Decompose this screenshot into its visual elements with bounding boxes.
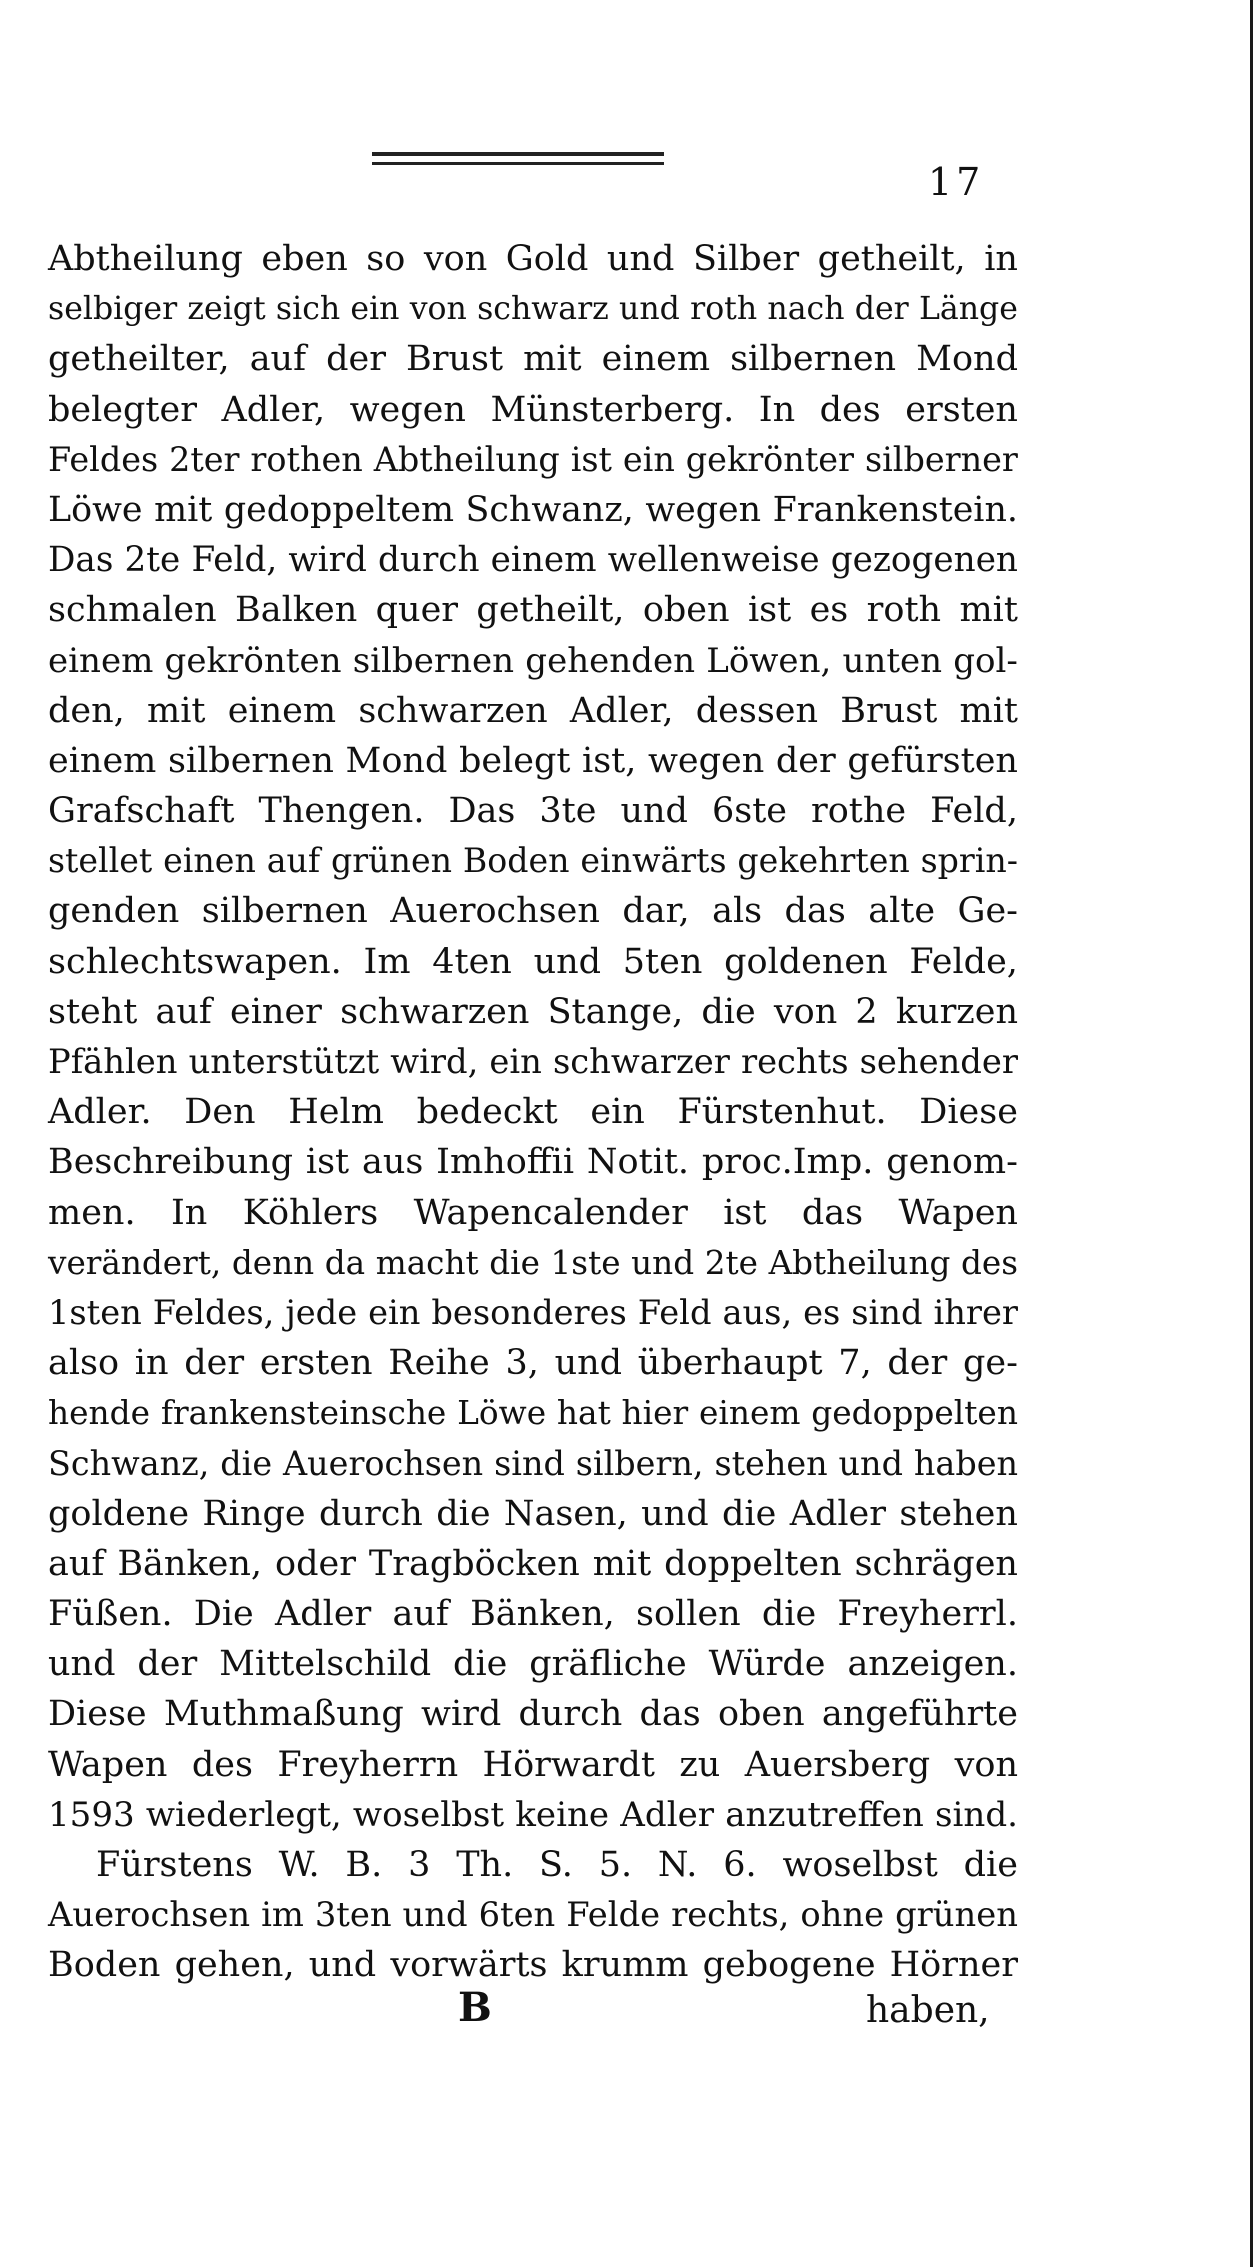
text-line: Löwe mit gedoppeltem Schwanz, wegen Frankenstein. bbox=[48, 489, 1018, 530]
text-line: Schwanz, die Auerochsen sind silbern, stehen und haben bbox=[48, 1443, 1018, 1483]
text-line: stellet einen auf grünen Boden einwärts gekehrten sprin- bbox=[48, 841, 1018, 881]
text-line: goldene Ringe durch die Nasen, und die Adler stehen bbox=[48, 1493, 1018, 1534]
text-line: belegter Adler, wegen Münsterberg. In des ersten bbox=[48, 389, 1018, 430]
header-rule-double bbox=[372, 162, 664, 165]
text-line: Grafschaft Thengen. Das 3te und 6ste rothe Feld, bbox=[48, 791, 1018, 832]
text-line: getheilter, auf der Brust mit einem silbernen Mond bbox=[48, 339, 1018, 380]
text-line: steht auf einer schwarzen Stange, die von 2 kurzen bbox=[48, 991, 1018, 1032]
signature-mark: B bbox=[458, 1984, 492, 2031]
header-rule bbox=[372, 152, 664, 156]
text-line: einem gekrönten silbernen gehenden Löwen, unten gol- bbox=[48, 640, 1018, 681]
page-number: 17 bbox=[928, 160, 985, 204]
text-line: den, mit einem schwarzen Adler, dessen Brust mit bbox=[48, 690, 1018, 731]
body-text bbox=[48, 234, 1018, 1991]
text-line: also in der ersten Reihe 3, und überhaupt 7, der ge- bbox=[48, 1343, 1018, 1384]
text-line: schlechtswapen. Im 4ten und 5ten goldenen Felde, bbox=[48, 941, 1018, 982]
text-line: Boden gehen, und vorwärts krumm gebogene Hörner bbox=[48, 1945, 1018, 1986]
text-line: Feldes 2ter rothen Abtheilung ist ein gekrönter silberner bbox=[48, 439, 1018, 479]
text-line-paragraph-start: Fürstens W. B. 3 Th. S. 5. N. 6. woselbst die bbox=[96, 1845, 1018, 1885]
text-line: Auerochsen im 3ten und 6ten Felde rechts, ohne grünen bbox=[48, 1895, 1018, 1935]
text-line: Das 2te Feld, wird durch einem wellenweise gezogenen bbox=[48, 540, 1018, 581]
text-line: schmalen Balken quer getheilt, oben ist es roth mit bbox=[48, 590, 1018, 631]
text-line: Adler. Den Helm bedeckt ein Fürstenhut. Diese bbox=[48, 1092, 1018, 1133]
text-line: und der Mittelschild die gräfliche Würde anzeigen. bbox=[48, 1644, 1018, 1685]
text-line: einem silbernen Mond belegt ist, wegen der gefürsten bbox=[48, 740, 1018, 781]
text-line: Diese Muthmaßung wird durch das oben angeführte bbox=[48, 1694, 1018, 1735]
text-line: men. In Köhlers Wapencalender ist das Wapen bbox=[48, 1192, 1018, 1233]
text-line: genden silbernen Auerochsen dar, als das alte Ge- bbox=[48, 891, 1018, 932]
text-line: Pfählen unterstützt wird, ein schwarzer rechts sehender bbox=[48, 1042, 1018, 1081]
text-line: verändert, denn da macht die 1ste und 2te Abtheilung des bbox=[48, 1243, 1018, 1282]
text-line: Abtheilung eben so von Gold und Silber getheilt, in bbox=[48, 239, 1018, 279]
text-line: Füßen. Die Adler auf Bänken, sollen die Freyherrl. bbox=[48, 1594, 1018, 1635]
text-line: Wapen des Freyherrn Hörwardt zu Auersberg von bbox=[48, 1744, 1018, 1785]
catchword: haben, bbox=[866, 1990, 990, 2031]
page-edge-shadow bbox=[1250, 0, 1253, 2267]
text-line: hende frankensteinsche Löwe hat hier einem gedoppelten bbox=[48, 1394, 1018, 1433]
text-line: Beschreibung ist aus Imhoffii Notit. proc.Imp. genom- bbox=[48, 1142, 1018, 1183]
text-line: selbiger zeigt sich ein von schwarz und roth nach der Länge bbox=[48, 291, 1018, 328]
text-line: 1sten Feldes, jede ein besonderes Feld aus, es sind ihrer bbox=[48, 1292, 1018, 1332]
text-line: 1593 wiederlegt, woselbst keine Adler anzutreffen sind. bbox=[48, 1794, 1018, 1835]
text-line: auf Bänken, oder Tragböcken mit doppelten schrägen bbox=[48, 1543, 1018, 1584]
